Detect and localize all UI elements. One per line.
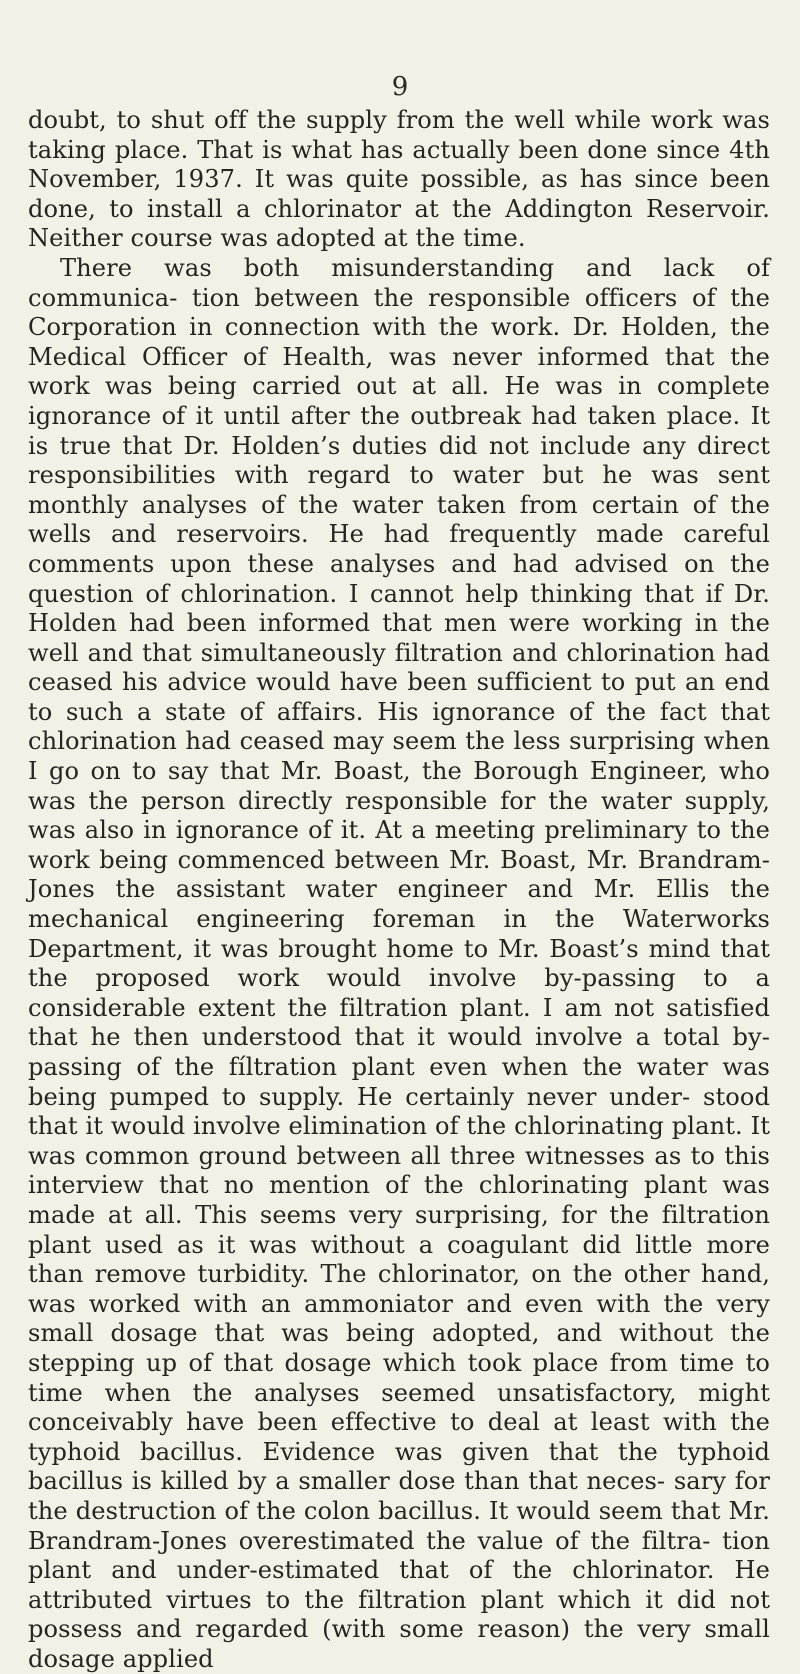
- paragraph-1: doubt, to shut off the supply from the well while work was taking place. That is what has actually been done since 4th November, 1937. It was quite possible, as has since been done, to install a chlorinator at the Addington Reservoir. Neither course was adopted at the time.: [28, 106, 770, 253]
- page-number: 9: [391, 72, 409, 102]
- body-text: [28, 106, 770, 1674]
- paragraph-2: There was both misunderstanding and lack of communica- tion between the responsible officers of the Corporation in connection with the work. Dr. Holden, the Medical Officer of Health, was never informed that the work was being carried out at all. He was in complete ignorance of it until after the outbreak had taken place. It is true that Dr. Holden’s duties did not include any direct responsibilities with regard to water but he was sent monthly analyses of the water taken from certain of the wells and reservoirs. He had frequently made careful comments upon these analyses and had advised on the question of chlorination. I cannot help thinking that if Dr. Holden had been informed that men were working in the well and that simultaneously filtration and chlorination had ceased his advice would have been sufficient to put an end to such a state of affairs. His ignorance of the fact that chlorination had ceased may seem the less surprising when I go on to say that Mr. Boast, the Borough Engineer, who was the person directly responsible for the water supply, was also in ignorance of it. At a meeting preliminary to the work being commenced between Mr. Boast, Mr. Brandram- Jones the assistant water engineer and Mr. Ellis the mechanical engineering foreman in the Waterworks Department, it was brought home to Mr. Boast’s mind that the proposed work would involve by-passing to a considerable extent the filtration plant. I am not satisfied that he then understood that it would involve a total by-passing of the fíltration plant even when the water was being pumped to supply. He certainly never under- stood that it would involve elimination of the chlorinating plant. It was common ground between all three witnesses as to this interview that no mention of the chlorinating plant was made at all. This seems very surprising, for the filtration plant used as it was without a coagulant did little more than remove turbidity. The chlorinator, on the other hand, was worked with an ammoniator and even with the very small dosage that was being adopted, and without the stepping up of that dosage which took place from time to time when the analyses seemed unsatisfactory, might conceivably have been effective to deal at least with the typhoid bacillus. Evidence was given that the typhoid bacillus is killed by a smaller dose than that neces- sary for the destruction of the colon bacillus. It would seem that Mr. Brandram-Jones overestimated the value of the filtra- tion plant and under-estimated that of the chlorinator. He attributed virtues to the filtration plant which it did not possess and regarded (with some reason) the very small dosage applied: [28, 253, 770, 1673]
